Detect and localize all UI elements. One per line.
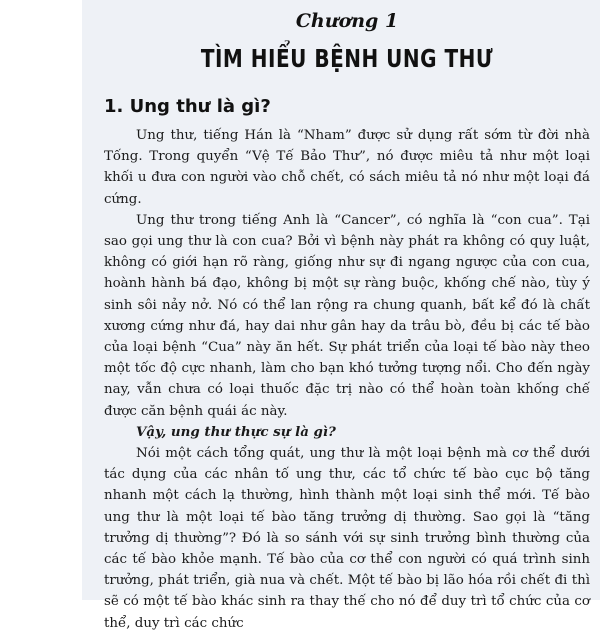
paragraph-2: Ung thư trong tiếng Anh là “Cancer”, có nghĩa là “con cua”. Tại sao gọi ung thư là con cua? Bởi vì bệnh này phát ra không có quy luật, không có giới hạn rõ ràng, giống như sự đi ngang ngược của con cua, hoành hành bá đạo, không bị một sự ràng buộc, khống chế nào, tùy ý sinh sôi nảy nở. Nó có thể lan rộng ra chung quanh, bất kể đó là chất xương cứng như đá, hay dai như gân hay da trâu bò, đều bị các tế bào của loại bệnh “Cua” này ăn hết. Sự phát triển của loại tế bào này theo một tốc độ cực nhanh, làm cho bạn khó tưởng tượng nổi. Cho đến ngày nay, vẫn chưa có loại thuốc đặc trị nào có thể hoàn toàn khống chế được căn bệnh quái ác này. [104, 212, 590, 419]
subheading: Vậy, ung thư thực sự là gì? [136, 423, 336, 440]
chapter-title: TÌM HIỂU BỆNH UNG THƯ [200, 43, 494, 73]
chapter-label: Chương 1 [295, 10, 399, 32]
book-page [82, 0, 600, 631]
paragraph-1: Ung thư, tiếng Hán là “Nham” được sử dụng rất sớm từ đời nhà Tống. Trong quyển “Vệ Tế Bảo Thư”, nó được miêu tả như một loại khối u đưa con người vào chỗ chết, có sách miêu tả nó như một loại đá cứng. [104, 128, 590, 207]
section-title: 1. Ung thư là gì? [104, 96, 271, 117]
paragraph-3: Nói một cách tổng quát, ung thư là một loại bệnh mà cơ thể dưới tác dụng của các nhân tố ung thư, các tổ chức tế bào cục bộ tăng nhanh một cách lạ thường, hình thành một loại sinh thể mới. Tế bào ung thư là một loại tế bào tăng trưởng dị thường. Sao gọi là “tăng trưởng dị thường”? Đó là so sánh với sự sinh trưởng bình thường của các tế bào khỏe mạnh. Tế bào của cơ thể con người có quá trình sinh trưởng, phát triển, già nua và chết. Một tế bào bị lão hóa rồi chết đi thì sẽ có một tế bào khác sinh ra thay thế cho nó để duy trì tổ chức của cơ thể, duy trì các chức [104, 446, 590, 631]
